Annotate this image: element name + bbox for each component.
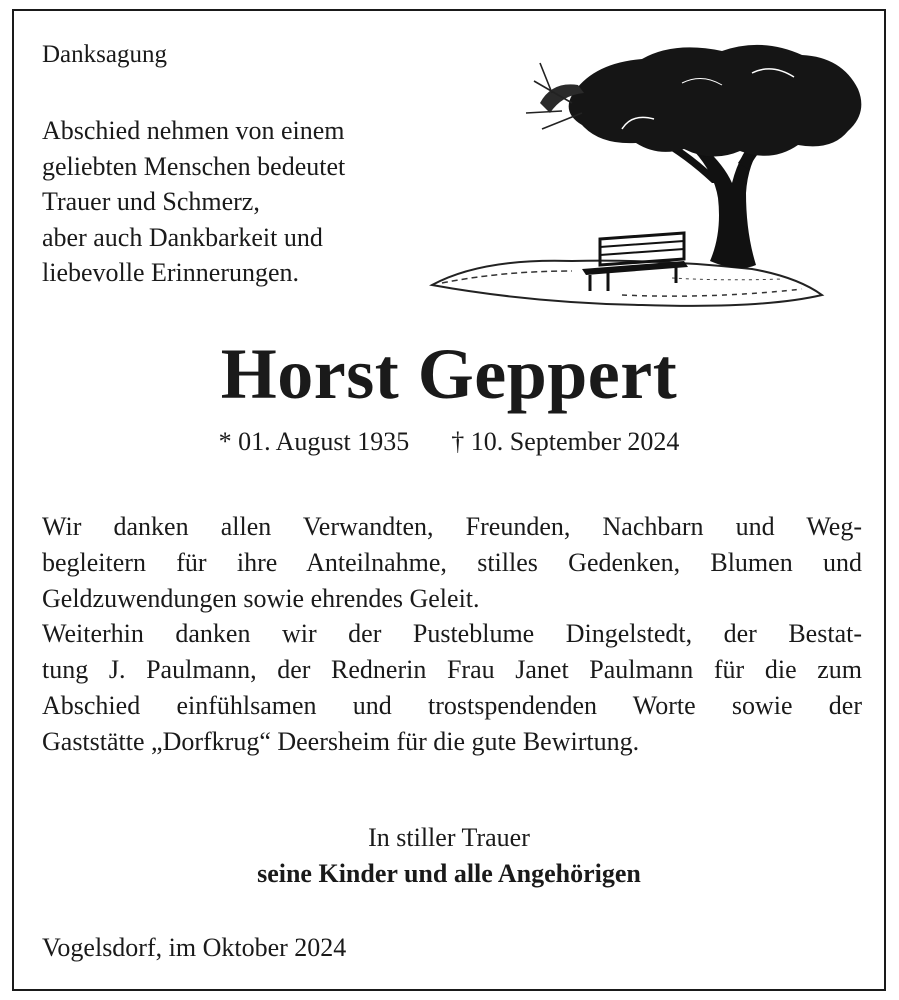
place-date: Vogelsdorf, im Oktober 2024 bbox=[42, 933, 347, 962]
birth-date: * 01. August 1935 bbox=[218, 427, 410, 456]
body-line: tung J. Paulmann, der Rednerin Frau Janet Paulmann für die zum bbox=[42, 655, 862, 685]
tree-with-bench-icon bbox=[422, 33, 866, 313]
death-date: † 10. September 2024 bbox=[451, 427, 680, 456]
body-line: Wir danken allen Verwandten, Freunden, Nachbarn und Weg- bbox=[42, 512, 862, 541]
deceased-name: Horst Geppert bbox=[220, 334, 678, 414]
life-dates bbox=[14, 425, 884, 459]
intro-line: aber auch Dankbarkeit und bbox=[42, 222, 323, 252]
body-line: begleitern für ihre Anteilnahme, stilles Gedenken, Blumen und bbox=[42, 547, 862, 577]
body-line: Geldzuwendungen sowie ehrendes Geleit. bbox=[42, 583, 480, 613]
intro-text bbox=[42, 113, 345, 291]
intro-line: Abschied nehmen von einem bbox=[42, 116, 345, 145]
intro-line: geliebten Menschen bedeutet bbox=[42, 151, 346, 181]
closing-block bbox=[14, 820, 884, 892]
notice-heading: Danksagung bbox=[42, 41, 167, 68]
body-line: Gaststätte „Dorfkrug“ Deersheim für die gute Bewirtung. bbox=[42, 726, 640, 756]
thanks-text bbox=[42, 509, 862, 760]
body-line: Weiterhin danken wir der Pusteblume Dingelstedt, der Bestat- bbox=[42, 619, 862, 649]
intro-line: Trauer und Schmerz, bbox=[42, 187, 260, 216]
intro-line: liebevolle Erinnerungen. bbox=[42, 258, 300, 287]
obituary-notice bbox=[12, 9, 886, 991]
closing-line: In stiller Trauer bbox=[368, 823, 530, 852]
signature: seine Kinder und alle Angehörigen bbox=[257, 859, 641, 888]
body-line: Abschied einfühlsamen und trostspendenden Worte sowie der bbox=[42, 690, 862, 720]
